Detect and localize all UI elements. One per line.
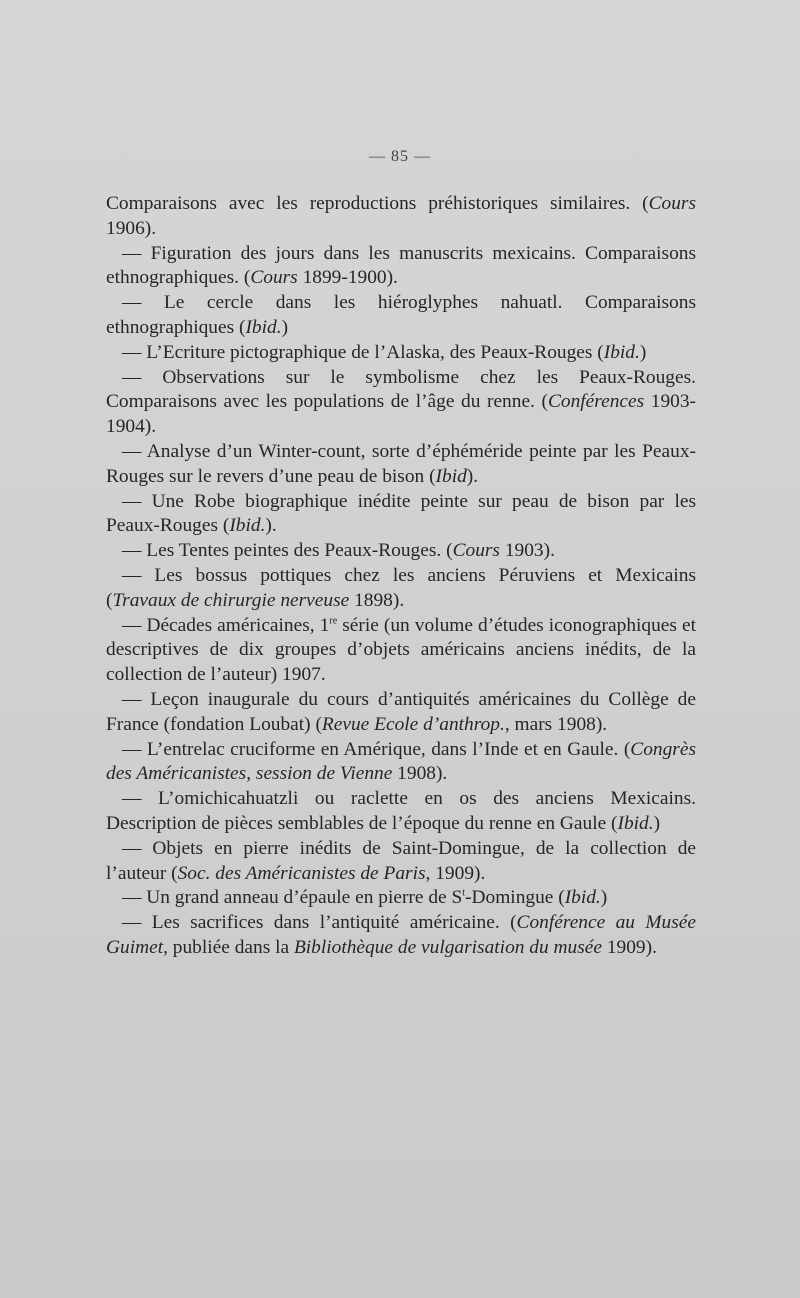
- text-segment: — Leçon inaugurale du cours d’antiquités américaines du Collège de France (fondation Loubat) (: [106, 688, 696, 735]
- text-segment: Comparaisons avec les reproductions préhistoriques similaires. (: [106, 193, 649, 214]
- italic-citation: Ibid.: [245, 316, 282, 338]
- bibliography-entry: [106, 242, 696, 292]
- italic-citation: Conférences: [547, 391, 645, 413]
- italic-citation: Congrès des Américanistes, session de Vienne: [106, 738, 696, 785]
- italic-citation: Ibid.: [229, 515, 266, 537]
- italic-citation: Ibid.: [603, 341, 640, 363]
- italic-citation: Ibid: [435, 465, 467, 487]
- bibliography-entry: [106, 886, 696, 911]
- text-segment: — L’omichicahuatzli ou raclette en os des anciens Mexicains. Description de pièces semblables de l’époque du renne en Gaule (: [106, 788, 696, 834]
- italic-citation: Travaux de chirurgie nerveuse: [112, 589, 350, 611]
- bibliography-entry: [106, 738, 696, 788]
- text-segment: ).: [466, 465, 479, 487]
- italic-citation: Conférence au Musée Guimet: [106, 912, 696, 958]
- text-segment: , 1909).: [425, 862, 486, 884]
- text-segment: 1899-1900).: [297, 267, 398, 289]
- bibliography-entry: [106, 192, 696, 242]
- text-segment: — Analyse d’un Winter-count, sorte d’éphéméride peinte par les Peaux-Rouges sur le revers d’une peau de bison (: [106, 440, 696, 487]
- text-segment: — Les bossus pottiques chez les anciens Péruviens et Mexicains (: [106, 564, 696, 611]
- text-segment: — Une Robe biographique inédite peinte sur peau de bison par les Peaux-Rouges (: [106, 490, 696, 537]
- text-segment: ): [281, 316, 289, 338]
- text-segment: — Figuration des jours dans les manuscrits mexicains. Comparaisons ethnographiques. (: [106, 242, 696, 289]
- text-segment: 1909).: [602, 936, 657, 958]
- bibliography-entry: [106, 539, 696, 564]
- text-segment: — Objets en pierre inédits de Saint-Domingue, de la collection de l’auteur (: [106, 837, 696, 884]
- italic-citation: Cours: [452, 540, 500, 562]
- bibliography-entry: [106, 564, 696, 614]
- italic-citation: Soc. des Américanistes de Paris: [177, 862, 426, 884]
- text-segment: — Les Tentes peintes des Peaux-Rouges. (: [122, 540, 453, 562]
- bibliography-entry: [106, 490, 696, 540]
- bibliography-entry: [106, 787, 696, 837]
- italic-citation: Ibid.: [564, 887, 601, 909]
- text-segment: 1898).: [349, 589, 405, 611]
- text-segment: , mars 1908).: [504, 713, 608, 735]
- text-segment: — Observations sur le symbolisme chez les Peaux-Rouges. Comparaisons avec les populations de l’âge du renne. (: [106, 366, 696, 413]
- bibliography-entry: [106, 614, 696, 688]
- text-segment: — Un grand anneau d’épaule en pierre de S: [122, 887, 463, 909]
- bibliography-entry: [106, 291, 696, 341]
- text-segment: — Les sacrifices dans l’antiquité américaine. (: [122, 912, 517, 934]
- text-segment: — Le cercle dans les hiéroglyphes nahuatl. Comparaisons ethnographiques (: [106, 292, 696, 338]
- bibliography-entry: [106, 341, 696, 366]
- bibliography-entry: [106, 837, 696, 887]
- italic-citation: Cours: [648, 193, 696, 214]
- italic-citation: Cours: [250, 267, 298, 289]
- text-segment: — Décades américaines, 1: [122, 614, 330, 636]
- text-segment: — L’entrelac cruciforme en Amérique, dans l’Inde et en Gaule. (: [122, 738, 631, 760]
- bibliography-entry: [106, 688, 696, 738]
- text-segment: série (un volume d’études iconographiques et descriptives de dix groupes d’objets américains anciens inédits, de la collection de l’auteur) 1907.: [106, 614, 696, 686]
- text-segment: 1906).: [106, 217, 157, 239]
- text-segment: 1908).: [392, 763, 448, 785]
- bibliography-entry: [106, 440, 696, 490]
- page-number: — 85 —: [369, 148, 431, 165]
- italic-citation: Bibliothèque de vulgarisation du musée: [293, 936, 602, 958]
- bibliography-entry: [106, 911, 696, 961]
- text-segment: -Domingue (: [465, 887, 565, 909]
- text-segment: , publiée dans la: [163, 936, 294, 958]
- text-segment: ).: [265, 515, 277, 537]
- text-segment: ): [639, 341, 647, 363]
- text-segment: 1903-1904).: [106, 391, 696, 438]
- superscript: t: [462, 887, 466, 899]
- text-segment: — L’Ecriture pictographique de l’Alaska, des Peaux-Rouges (: [122, 341, 604, 363]
- italic-citation: Revue Ecole d’anthrop.: [321, 713, 505, 735]
- superscript: re: [329, 615, 338, 627]
- bibliography-entry: [106, 366, 696, 440]
- text-segment: 1903).: [499, 540, 555, 562]
- italic-citation: Ibid.: [617, 812, 654, 834]
- text-segment: ): [653, 812, 661, 834]
- bibliography-text: [106, 192, 696, 961]
- text-segment: ): [600, 887, 608, 909]
